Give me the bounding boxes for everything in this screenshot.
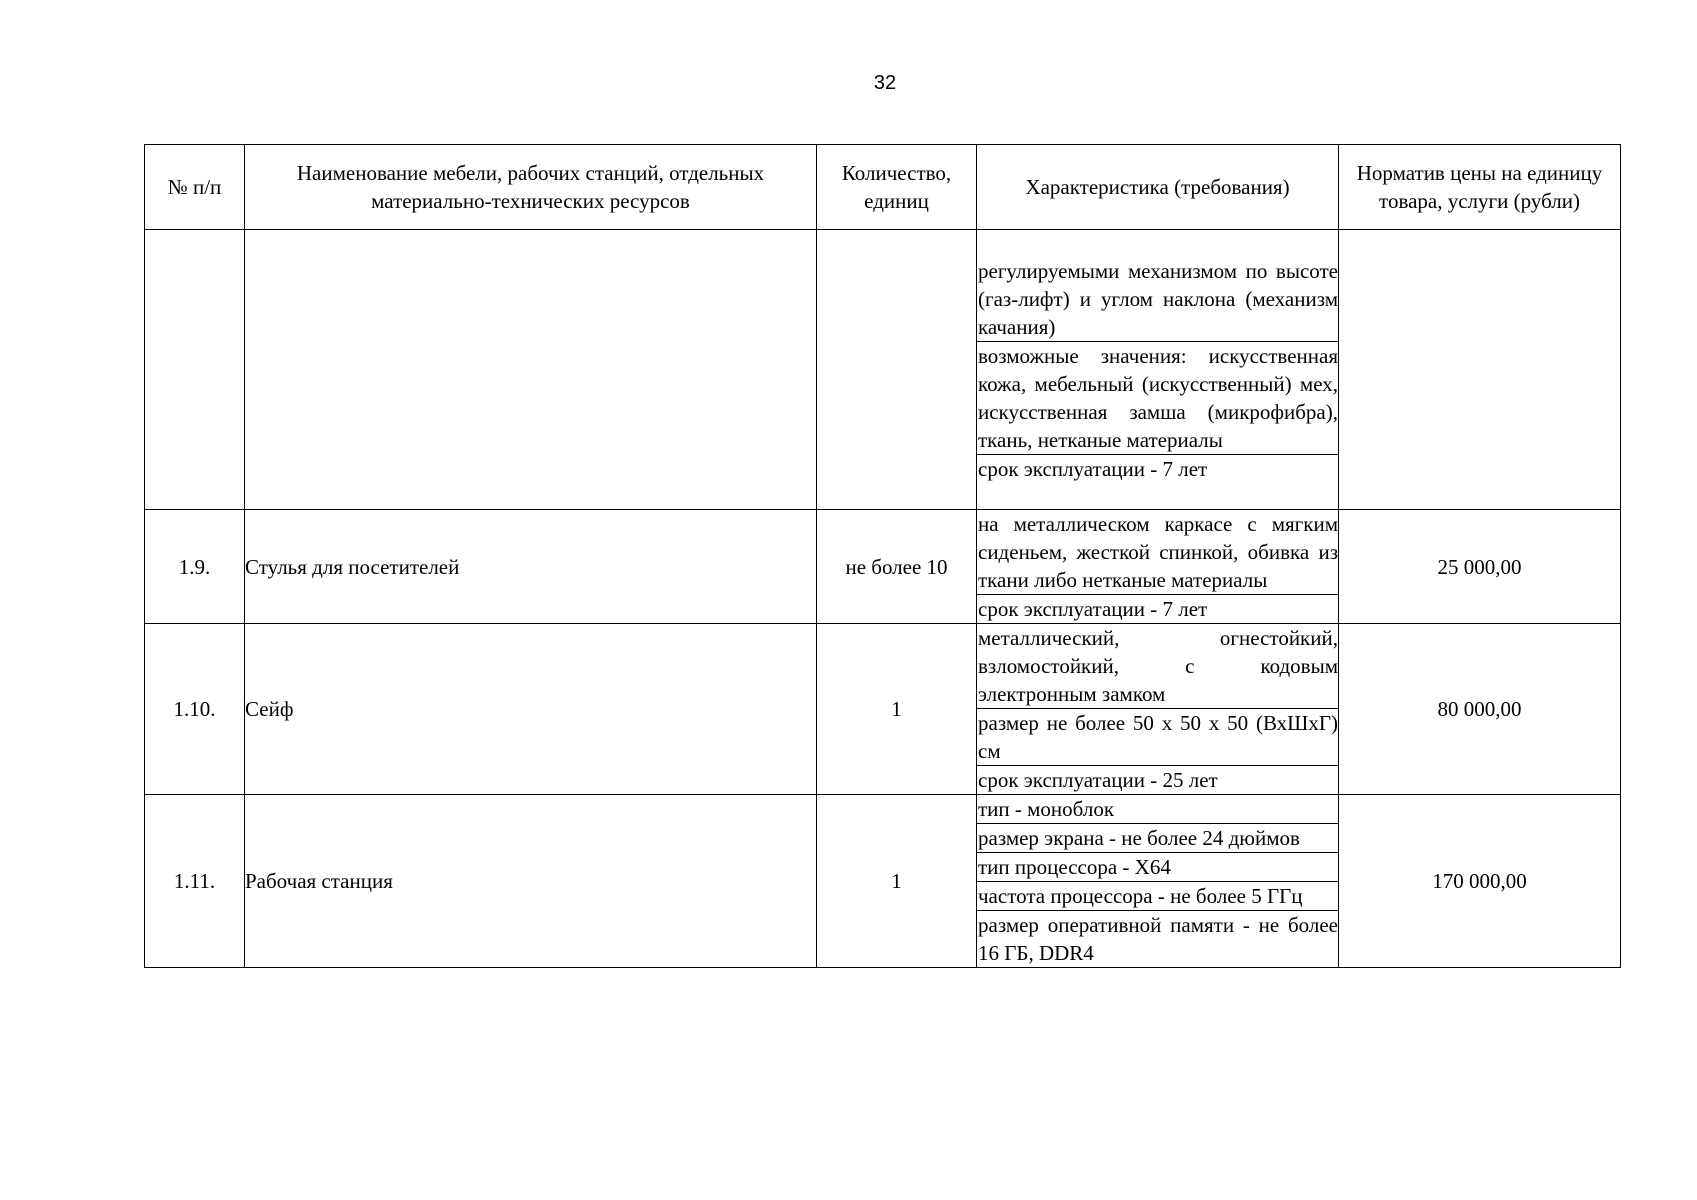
characteristic-item: регулируемыми механизмом по высоте (газ-лифт) и углом наклона (механизм качания)	[977, 257, 1338, 342]
num-cell	[145, 230, 245, 510]
norms-table	[144, 144, 1621, 968]
num-cell: 1.9.	[145, 510, 245, 624]
qty-cell: не более 10	[817, 510, 977, 624]
header-price: Норматив цены на единицу товара, услуги (рубли)	[1339, 145, 1621, 230]
characteristic-item: частота процессора - не более 5 ГГц	[977, 882, 1338, 911]
name-cell: Стулья для посетителей	[245, 510, 817, 624]
name-cell: Рабочая станция	[245, 795, 817, 968]
price-cell	[1339, 230, 1621, 510]
characteristics-cell	[977, 624, 1339, 795]
name-cell: Сейф	[245, 624, 817, 795]
name-cell	[245, 230, 817, 510]
characteristic-item: возможные значения: искусственная кожа, мебельный (искусственный) мех, искусственная замша (микрофибра), ткань, нетканые материалы	[977, 342, 1338, 455]
characteristic-item: размер не более 50 х 50 х 50 (ВхШхГ) см	[977, 709, 1338, 766]
characteristics-cell	[977, 795, 1339, 968]
table-row-continuation	[145, 230, 1621, 510]
table-row	[145, 624, 1621, 795]
characteristic-item: размер экрана - не более 24 дюймов	[977, 824, 1338, 853]
header-name: Наименование мебели, рабочих станций, отдельных материально-технических ресурсов	[245, 145, 817, 230]
table-row	[145, 510, 1621, 624]
characteristic-item: на металлическом каркасе с мягким сиденьем, жесткой спинкой, обивка из ткани либо нетканые материалы	[977, 510, 1338, 595]
characteristic-item: металлический, огнестойкий, взломостойкий, с кодовым электронным замком	[977, 624, 1338, 709]
price-cell: 25 000,00	[1339, 510, 1621, 624]
characteristic-item: тип - моноблок	[977, 795, 1338, 824]
characteristic-item: размер оперативной памяти - не более 16 ГБ, DDR4	[978, 913, 1338, 965]
header-qty: Количество, единиц	[817, 145, 977, 230]
qty-cell: 1	[817, 795, 977, 968]
qty-cell	[817, 230, 977, 510]
table-header-row	[145, 145, 1621, 230]
characteristic-item: срок эксплуатации - 25 лет	[978, 768, 1218, 792]
characteristics-cell	[977, 510, 1339, 624]
page-number: 32	[873, 72, 897, 94]
price-cell: 170 000,00	[1339, 795, 1621, 968]
num-cell: 1.11.	[145, 795, 245, 968]
qty-cell: 1	[817, 624, 977, 795]
characteristic-item: тип процессора - X64	[977, 853, 1338, 882]
characteristic-item: срок эксплуатации - 7 лет	[978, 597, 1208, 621]
header-num: № п/п	[145, 145, 245, 230]
price-cell: 80 000,00	[1339, 624, 1621, 795]
num-cell: 1.10.	[145, 624, 245, 795]
header-characteristics: Характеристика (требования)	[977, 145, 1339, 230]
table-row	[145, 795, 1621, 968]
characteristics-cell	[977, 230, 1339, 510]
characteristic-item: срок эксплуатации - 7 лет	[978, 456, 1208, 481]
